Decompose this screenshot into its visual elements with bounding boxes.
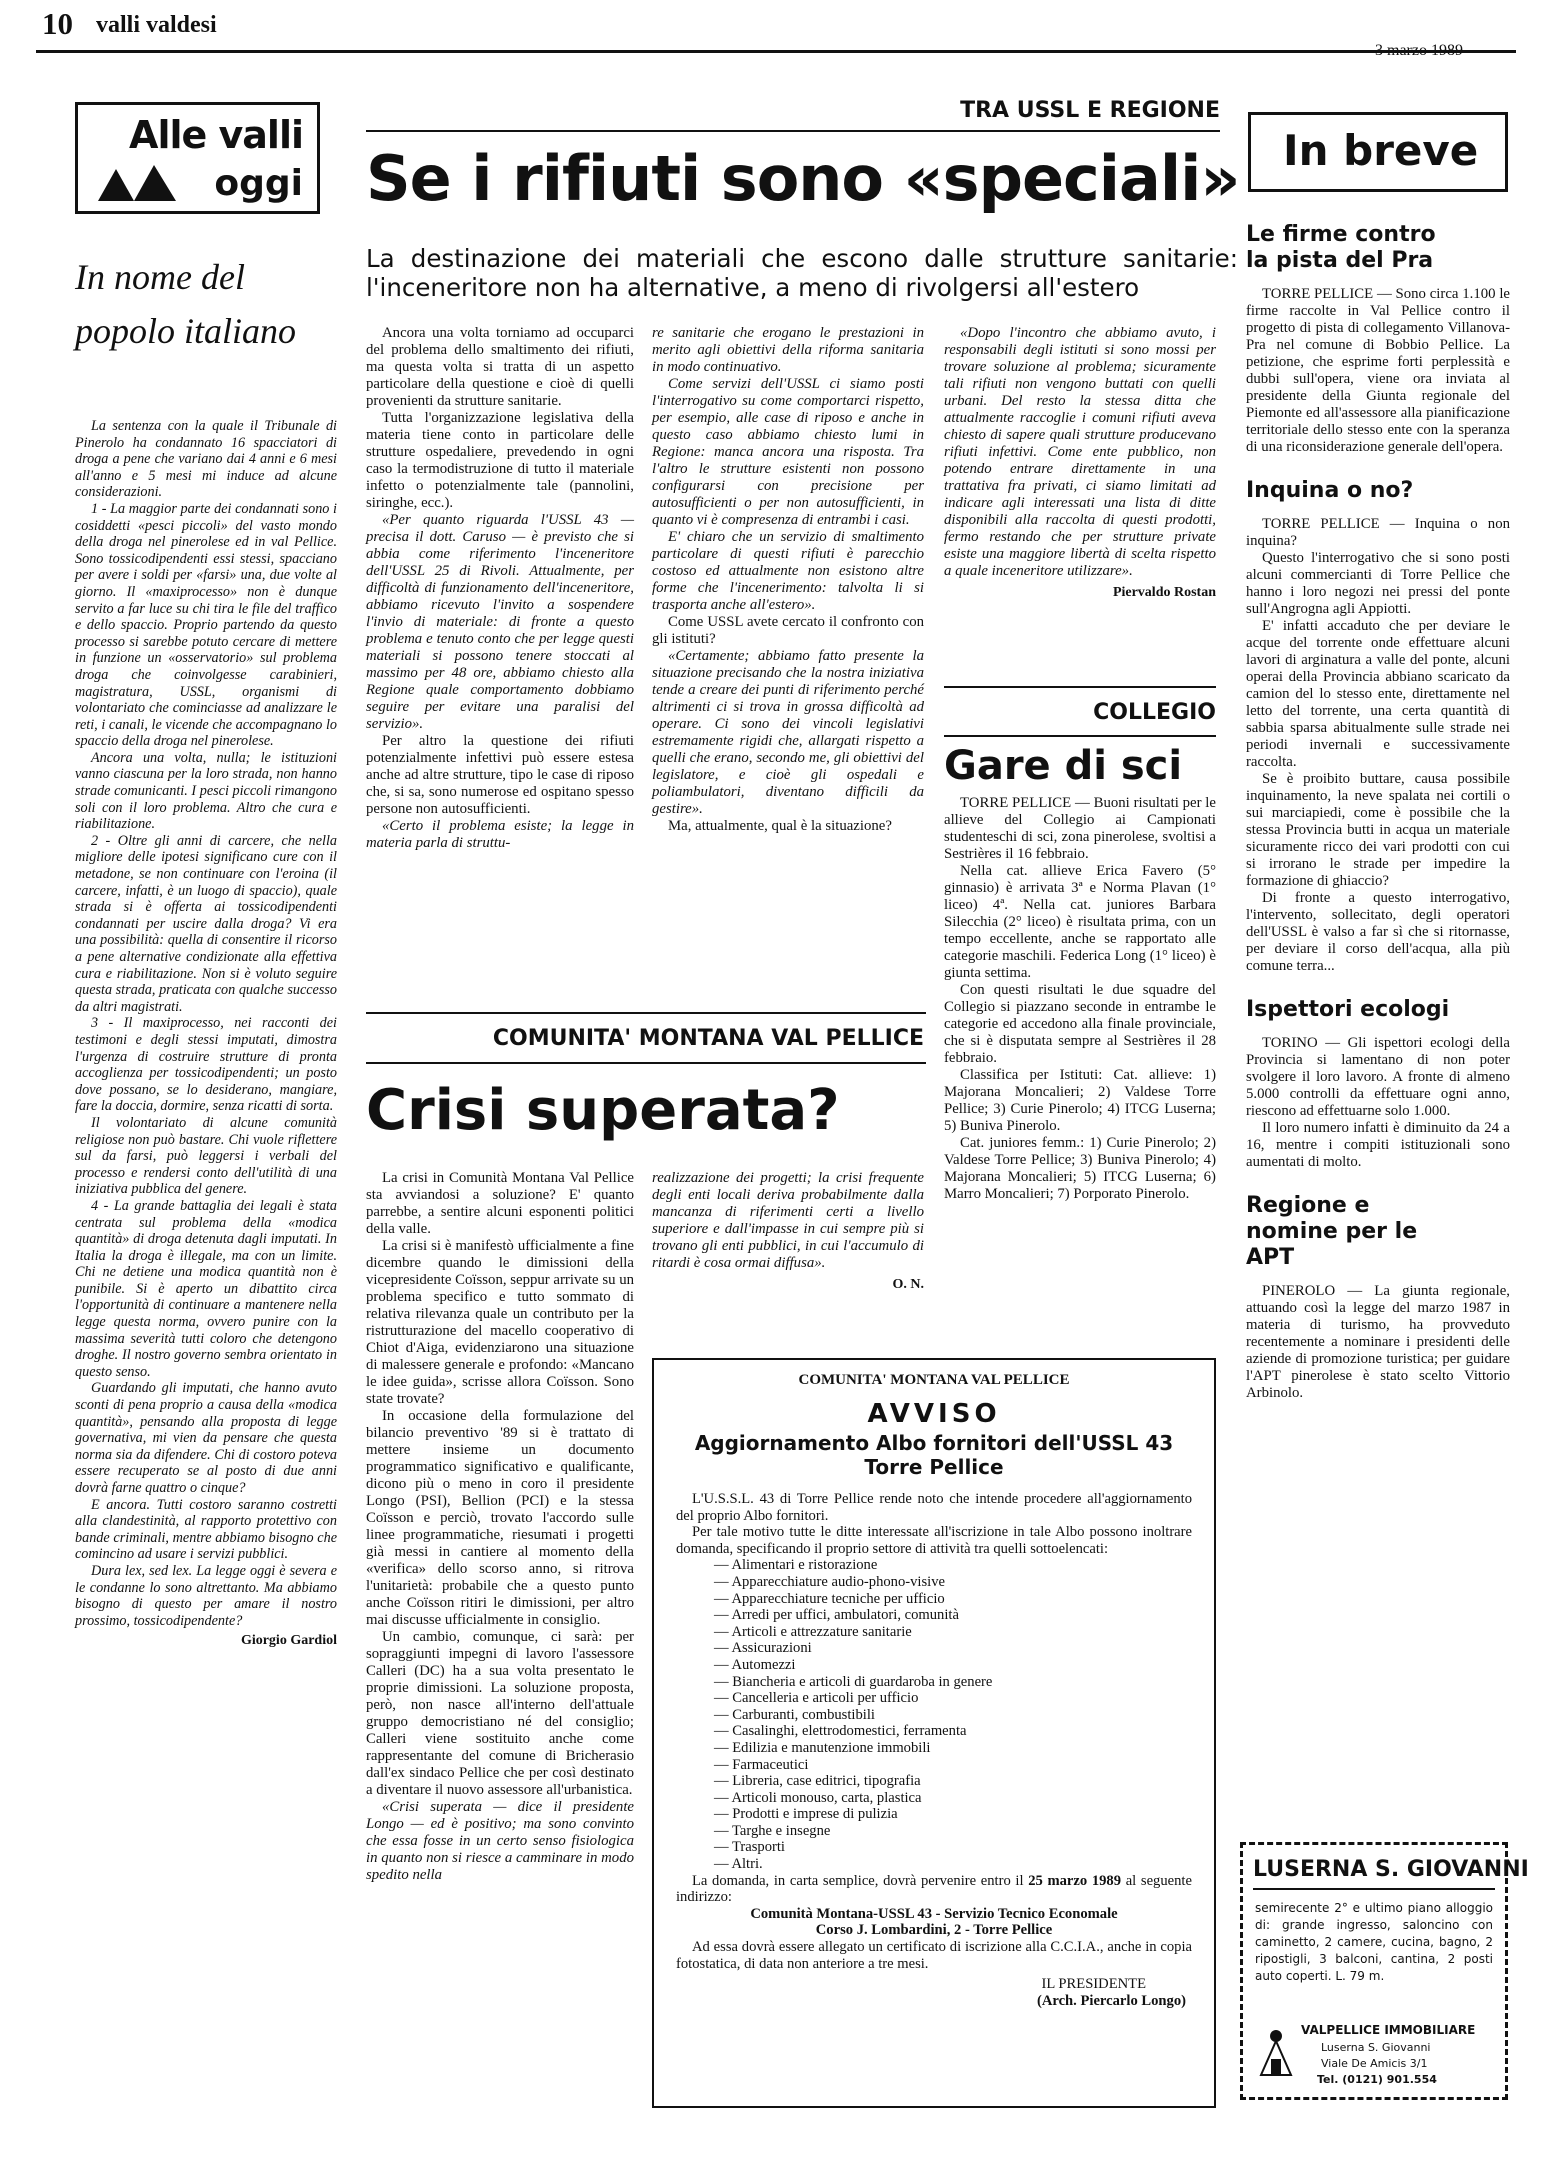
- lead-column-2: [652, 325, 924, 835]
- collegio-paragraph: TORRE PELLICE — Buoni risultati per le allieve del Collegio ai Campionati studenteschi di sci, zona pinerolese, svoltisi a Sestrières il 16 febbraio.: [944, 795, 1216, 862]
- editorial-paragraph: 2 - Oltre gli anni di carcere, che nella migliore delle ipotesi significano cure con il metadone, se non continuare con l'eroina (il carcere, infatti, è un luogo di spaccio), quale strada si è offerta ai tossicodipendenti condannati per uscire dalla droga? Vi era una possibilità: quella di consentire il ricorso a pene alternative condizionate alla effettiva cura e riabilitazione. Non si è voluto seguire questa strada, praticata con qualche successo da altri magistrati.: [75, 832, 337, 1015]
- collegio-paragraph: Cat. juniores femm.: 1) Curie Pinerolo; 2) Valdese Torre Pellice; 3) Buniva Pinerolo; 4) Majorana Moncalieri; 5) ITCG Luserna; 6) Marro Moncalieri; 7) Porporato Pinerolo.: [944, 1135, 1216, 1202]
- avviso-list-item: — Arredi per uffici, ambulatori, comunità: [714, 1607, 959, 1624]
- lead-rule: [366, 130, 1220, 132]
- crisi-paragraph: «Crisi superata — dice il presidente Longo — ed è positivo; ma sono convinto che essa fosse in un certo senso fisiologica in quanto non si riesce a camminare in modo spedito nella: [366, 1799, 634, 1883]
- lead-paragraph: re sanitarie che erogano le prestazioni in merito agli obiettivi della riforma sanitaria in modo continuativo.: [652, 325, 924, 375]
- avviso-signature-title: IL PRESIDENTE: [1041, 1976, 1146, 1993]
- brief-text: [1246, 1283, 1510, 1402]
- lead-paragraph: Come USSL avete cercato il confronto con gli istituti?: [652, 614, 924, 647]
- avviso-list-item: — Assicurazioni: [714, 1640, 812, 1657]
- brief-item: [1246, 222, 1510, 456]
- crisi-kicker: COMUNITA' MONTANA VAL PELLICE: [492, 1026, 924, 1051]
- lead-paragraph: Come servizi dell'USSL ci siamo posti l'interrogativo su come comportarci rispetto, per esempio, alle case di riposo e anche in questo caso abbiamo chiesto lumi in Regione: manca ancora una risposta. Tra l'altro le strutture esistenti non possono configurarsi con precisione per autosufficienti o per non autosufficienti, in quanto vi è compresenza di entrambi i casi.: [652, 376, 924, 528]
- avviso-intro: L'U.S.S.L. 43 di Torre Pellice rende noto che intende procedere all'aggiornamento del proprio Albo fornitori.: [676, 1491, 1192, 1524]
- collegio-body: [944, 795, 1216, 1203]
- brief-paragraph: PINEROLO — La giunta regionale, attuando così la legge del marzo 1987 in materia di turismo, ha provveduto recentemente a nominare i presidenti delle aziende di promozione turistica; per guidare l'APT pinerolese è stato scelto Vittorio Arbinolo.: [1246, 1283, 1510, 1401]
- crisi-paragraph: Un cambio, comunque, ci sarà: per sopraggiunti impegni di lavoro l'assessore Calleri (DC) ha a sua volta presentato le proprie dimissioni. La soluzione proposta, però, non nasce all'interno dell'attuale gruppo democristiano né del consiglio; Calleri viene sostituito anche come rappresentante del comune di Bricherasio dall'ex sindaco Pellice che per così destinato a diventare il nuovo assessore all'urbanistica.: [366, 1629, 634, 1798]
- editorial-paragraph: 4 - La grande battaglia dei legali è stata centrata sul problema della «modica quantità» di droga detenuta dagli imputati. In Italia la droga è illegale, ma con un limite. Chi ne detiene una modica quantità non è punibile. Si è aperto un dibattito circa l'opportunità di continuare a mantenere nella legge questa norma, ovvero punire con la massima severità tutti coloro che detengono droghe. Il nostro governo sembra orientato in questo senso.: [75, 1197, 337, 1380]
- brief-paragraph: E' infatti accaduto che per deviare le acque del torrente onde effettuare alcuni lavori di arginatura a valle del ponte, alcuni operai della Provincia abbiano scaricato da camion del lo stesso ente, direttamente nel letto del torrente, una certa quantità di sabbia sparsa abitualmente sulle strade nei periodi invernali e successivamente raccolta.: [1246, 618, 1510, 770]
- avviso-body: [676, 1491, 1192, 2009]
- crisi-paragraph: La crisi si è manifestò ufficialmente a fine dicembre quando le dimissioni della vicepresidente Coïsson, seppur arrivate su un problema specifico e tutto sommato di relativa rilevanza quale un contributo per la ristrutturazione del macello cooperativo di Chiot d'Aiga, evidenziarono una situazione di malessere generale e profondo: «Mancano le idee guida», scrisse allora Coïsson. Sono state trovate?: [366, 1238, 634, 1407]
- ad-address-2: Viale De Amicis 3/1: [1321, 2057, 1428, 2070]
- editorial-author: Giorgio Gardiol: [240, 1633, 337, 1649]
- editorial-paragraph: 1 - La maggior parte dei condannati sono i cosiddetti «pesci piccoli» del vasto mondo della droga nel pinerolese ed in val Pellice. Sono tossicodipendenti essi stessi, spacciano per avere i soldi per «farsi» una, due volte al giorno. Il «maxiprocesso» non è dunque servito a far luce su chi tira le file del traffico e dello spaccio. Proprio partendo da questo processo si sarebbe potuto cercare di mettere in funzione un «osservatorio» sul problema droga che coinvolgesse carabinieri, magistratura, USSL, organismi di volontariato che cominciasse ad analizzare le reti, i canali, le vicende che accompagnano lo spaccio della droga nel pinerolese.: [75, 500, 337, 750]
- ad-title: LUSERNA S. GIOVANNI: [1253, 1857, 1495, 1890]
- avviso-list-item: — Casalinghi, elettrodomestici, ferramenta: [714, 1723, 967, 1740]
- brief-paragraph: Di fronte a questo interrogativo, l'intervento, sollecitato, degli operatori dell'USSL è valso a far sì che si ritornasse, per deviare il corso dell'acqua, alla più comune terra...: [1246, 890, 1510, 974]
- avviso-list-item: — Farmaceutici: [714, 1756, 809, 1773]
- brief-item: [1246, 478, 1510, 975]
- agency-logo-icon: [1259, 2027, 1293, 2077]
- publication-name: valli valdesi: [96, 12, 217, 38]
- avviso-list-item: — Apparecchiature tecniche per ufficio: [714, 1590, 945, 1607]
- real-estate-ad: [1240, 1842, 1529, 2100]
- brief-title: Le firme contro la pista del Pra: [1246, 222, 1436, 273]
- lead-paragraph: «Certo il problema esiste; la legge in materia parla di struttu-: [366, 818, 634, 851]
- brief-paragraph: Se è proibito buttare, causa possibile inquinamento, la neve spalata nei cortili o sui marciapiedi, come è possibile che la stessa Provincia butti in acqua un materiale sicuramente ricco dei vari prodotti con cui si irrorano le strade per impedire la formazione di ghiaccio?: [1246, 771, 1510, 889]
- avviso-closing-note: Ad essa dovrà essere allegato un certificato di iscrizione alla C.C.I.A., anche in copia fotostatica, di data non anteriore a tre mesi.: [676, 1939, 1192, 1972]
- collegio-paragraph: Con questi risultati le due squadre del Collegio si piazzano seconde in entrambe le categorie ed accedono alla finale provinciale, che si è disputata sempre al Sestrières il 28 febbraio.: [944, 982, 1216, 1066]
- lead-author: Piervaldo Rostan: [1112, 585, 1216, 600]
- avviso-list-item: — Cancelleria e articoli per ufficio: [714, 1690, 919, 1707]
- crisi-column-1: [366, 1170, 634, 1884]
- brief-text: [1246, 516, 1510, 975]
- lead-kicker: TRA USSL E REGIONE: [960, 98, 1220, 123]
- collegio-headline: Gare di sci: [944, 743, 1183, 789]
- brief-text: [1246, 1035, 1510, 1171]
- masthead-rule: [36, 50, 1516, 53]
- collegio-paragraph: Nella cat. allieve Erica Favero (5° ginnasio) è arrivata 3ª e Norma Plavan (1° liceo) 4ª. Nella cat. juniores Barbara Silecchia (2° liceo) è risultata prima, con un tempo eccellente, anche se rapportato alle categorie maschili. Federica Long (1° liceo) è giunta settima.: [944, 863, 1216, 981]
- ad-body: semirecente 2° e ultimo piano alloggio di: grande ingresso, saloncino con caminetto, 2 camere, cucina, bagno, 2 ripostigli, 3 balconi, cantina, 2 posti auto coperti. L. 79 m.: [1255, 1901, 1493, 1983]
- brief-title: Ispettori ecologi: [1246, 997, 1450, 1022]
- lead-paragraph: Per altro la questione dei rifiuti potenzialmente infettivi può essere estesa anche ad altre strutture, tipo le case di riposo che, si sa, sono numerose ed ospitano spesso persone non autosufficienti.: [366, 733, 634, 817]
- ad-agency: VALPELLICE IMMOBILIARE: [1301, 2023, 1476, 2037]
- section-logo: [75, 102, 320, 214]
- brief-paragraph: TORRE PELLICE — Sono circa 1.100 le firme raccolte in Val Pellice contro il progetto di pista di collegamento Villanova-Pra nel comune di Bobbio Pellice. La petizione, che esprime forti perplessità e dubbi sull'opera, viene ora inviata al presidente della Giunta regionale del Piemonte ed all'assessore alla pianificazione territoriale dello stesso ente con la speranza di una riconsiderazione generale dell'opera.: [1246, 286, 1510, 455]
- avviso-deadline: 25 marzo 1989: [1028, 1872, 1122, 1889]
- editorial-paragraph: Guardando gli imputati, che hanno avuto sconti di pena proprio a causa della «modica quantità», pensando alla proposta di legge governativa, mi vien da pensare che questa norma sia da difendere. Chi di costoro poteva essere recuperato se al posto di due anni dovrà farne quattro o cinque?: [75, 1380, 337, 1496]
- lead-subhead: La destinazione dei materiali che escono dalle strutture sanitarie: l'inceneritore non ha alternative, a meno di rivolgersi all'estero: [366, 244, 1238, 302]
- avviso-list-item: — Prodotti e imprese di pulizia: [714, 1806, 898, 1823]
- avviso-list-item: — Edilizia e manutenzione immobili: [714, 1739, 931, 1756]
- crisi-column-2: [652, 1170, 924, 1293]
- ad-phone: Tel. (0121) 901.554: [1317, 2073, 1437, 2086]
- editorial-paragraph: 3 - Il maxiprocesso, nei racconti dei testimoni e degli stessi imputati, dimostra l'urgenza di costruire strutture di pronta accoglienza per tossicodipendenti; un posto dove possano, se lo desiderano, mangiare, fare la doccia, dormire, senza ricatti di sorta.: [75, 1015, 337, 1115]
- avviso-list-item: — Alimentari e ristorazione: [714, 1557, 878, 1574]
- avviso-intro: Per tale motivo tutte le ditte interessate all'iscrizione in tale Albo possono inoltrare domanda, specificando il proprio settore di attività tra quelli sottoelencati:: [676, 1524, 1192, 1557]
- crisi-author: O. N.: [892, 1277, 924, 1292]
- logo-line2: oggi: [214, 163, 303, 204]
- brief-paragraph: TORINO — Gli ispettori ecologi della Provincia si lamentano di non poter svolgere il loro lavoro. A fronte di almeno 5.000 controlli da effettuare ogni anno, riescono ad effettuarne solo 1.000.: [1246, 1035, 1510, 1119]
- editorial-paragraph: Ancora una volta, nulla; le istituzioni vanno ciascuna per la loro strada, non hanno strade comunicanti. I pesci piccoli rimangono soli con il loro problema. Altro che cura e riabilitazione.: [75, 749, 337, 833]
- lead-paragraph: E' chiaro che un servizio di smaltimento particolare di questi rifiuti è parecchio costoso ed attualmente non esistono altre forme che l'incenerimento: talvolta li si trasporta anche all'estero».: [652, 529, 924, 613]
- avviso-list-item: — Biancheria e articoli di guardaroba in genere: [714, 1673, 993, 1690]
- avviso-subtitle: Aggiornamento Albo fornitori dell'USSL 43: [694, 1431, 1174, 1455]
- avviso-address-line: Comunità Montana-USSL 43 - Servizio Tecnico Economale: [750, 1905, 1118, 1922]
- crisi-rule: [366, 1062, 926, 1064]
- logo-line1: Alle valli: [129, 113, 303, 157]
- brief-text: [1246, 286, 1510, 456]
- avviso-list-item: — Automezzi: [714, 1656, 796, 1673]
- ad-address-1: Luserna S. Giovanni: [1321, 2041, 1431, 2054]
- avviso-list-item: — Apparecchiature audio-phono-visive: [714, 1573, 945, 1590]
- crisi-paragraph: In occasione della formulazione del bilancio preventivo '89 si è trattato di mettere insieme un documento programmatico significativo e qualificante, dicono più o meno in coro il presidente Longo (PSI), Bellion (PCI) e la stessa Coïsson e perciò, trovato l'accordo sulle linee programmatiche, riesumati i progetti già messi in cantiere al momento della «verifica» dello scorso anno, si ritrova l'unitarietà: probabile che a questo punto anche Coïsson ritiri le dimissioni, per altro mai discusse ufficialmente in consiglio.: [366, 1408, 634, 1628]
- crisi-paragraph: realizzazione dei progetti; la crisi frequente degli enti locali deriva probabilmente dalla mancanza di riferimenti certi a livello superiore e dall'impasse in cui sempre più si trovano gli enti pubblici, in cui l'accumulo di ritardi è cosa ormai diffusa».: [652, 1170, 924, 1271]
- avviso-list-item: — Articoli monouso, carta, plastica: [714, 1789, 922, 1806]
- collegio-paragraph: Classifica per Istituti: Cat. allieve: 1) Majorana Moncalieri; 2) Valdese Torre Pellice; 3) Curie Pinerolo; 4) ITCG Luserna; 5) Buniva Pinerolo.: [944, 1067, 1216, 1134]
- avviso-list-item: — Libreria, case editrici, tipografia: [714, 1773, 921, 1790]
- lead-column-1: [366, 325, 634, 852]
- lead-paragraph: Ancora una volta torniamo ad occuparci del problema dello smaltimento dei rifiuti, ma questa volta si tratta di un aspetto particolare della questione e cioè di quelli provenienti da strutture sanitarie.: [366, 325, 634, 409]
- brief-paragraph: Il loro numero infatti è diminuito da 24 a 16, mentre i compiti istituzionali sono aumentati di molto.: [1246, 1120, 1510, 1170]
- lead-column-3: [944, 325, 1216, 601]
- avviso-list-item: — Altri.: [714, 1856, 763, 1873]
- avviso-list-item: — Carburanti, combustibili: [714, 1706, 875, 1723]
- lead-paragraph: «Certamente; abbiamo fatto presente la situazione precisando che la nostra iniziativa tende a creare dei punti di riferimento perché altrimenti ci si trova in grossa difficoltà ad operare. Ci sono dei vincoli legislativi estremamente rigidi che, allargati rispetto a quelli che erano, secondo me, gli obiettivi del legislatore, e cioè gli ospedali e poliambulatori, diventano difficili da gestire».: [652, 648, 924, 817]
- in-breve-header: [1248, 112, 1508, 192]
- collegio-top-rule: [944, 686, 1216, 688]
- avviso-list: [692, 1557, 1192, 1872]
- brief-paragraph: Questo l'interrogativo che si sono posti alcuni commercianti di Torre Pellice che hanno i loro negozi nei pressi del ponte sull'Angrogna agli Appiotti.: [1246, 550, 1510, 617]
- avviso-title: AVVISO: [867, 1399, 1001, 1429]
- brief-title: Regione e nomine per le APT: [1246, 1193, 1418, 1270]
- lead-paragraph: Ma, attualmente, qual è la situazione?: [668, 818, 892, 834]
- brief-paragraph: TORRE PELLICE — Inquina o non inquina?: [1246, 516, 1510, 549]
- avviso-signature-name: (Arch. Piercarlo Longo): [1036, 1992, 1186, 2009]
- in-breve-items: [1246, 222, 1510, 1402]
- avviso-address-line: Corso J. Lombardini, 2 - Torre Pellice: [815, 1922, 1053, 1939]
- avviso-subtitle-place: Torre Pellice: [864, 1455, 1004, 1479]
- brief-title: Inquina o no?: [1246, 478, 1414, 503]
- mountains-icon: [98, 163, 178, 203]
- avviso-list-item: — Trasporti: [714, 1839, 785, 1856]
- in-breve-title: In breve: [1283, 126, 1479, 175]
- avviso-closing: La domanda, in carta semplice, dovrà pervenire entro il 25 marzo 1989 al seguente indirizzo:: [676, 1872, 1192, 1906]
- avviso-address: [676, 1906, 1192, 1939]
- collegio-rule: [944, 735, 1216, 737]
- editorial-title: In nome del popolo italiano: [75, 257, 297, 351]
- editorial-paragraph: Dura lex, sed lex. La legge oggi è severa e le condanne lo sono altrettanto. Ma abbiamo bisogno di questo per amare il nostro prossimo, tossicodipendente?: [75, 1562, 337, 1629]
- page-number: 10: [42, 6, 73, 41]
- crisi-paragraph: La crisi in Comunità Montana Val Pellice sta avviandosi a soluzione? E' quanto parrebbe, a sentire alcuni esponenti politici della valle.: [366, 1170, 634, 1237]
- editorial-paragraph: Il volontariato di alcune comunità religiose non può bastare. Chi vuole riflettere sul da farsi, può leggersi i verbali del processo e rendersi conto dell'utilità di una iniziativa pubblica del genere.: [75, 1114, 337, 1198]
- editorial-body: [75, 418, 337, 1650]
- avviso-list-item: — Articoli e attrezzature sanitarie: [714, 1623, 912, 1640]
- crisi-top-rule: [366, 1012, 926, 1014]
- editorial-paragraph: La sentenza con la quale il Tribunale di Pinerolo ha condannato 16 spacciatori di droga a pene che variano dai 4 anni e 6 mesi all'anno e 5 mesi mi induce ad alcune considerazioni.: [75, 418, 337, 501]
- lead-paragraph: Tutta l'organizzazione legislativa della materia tiene conto in particolare delle strutture ospedaliere, prevedendo in ogni caso la termodistruzione di tutto il materiale infetto o potenzialmente tale (pannolini, siringhe, ecc.).: [366, 410, 634, 511]
- crisi-headline: Crisi superata?: [366, 1078, 840, 1143]
- lead-paragraph: «Per quanto riguarda l'USSL 43 — precisa il dott. Caruso — è previsto che si abbia come riferimento l'inceneritore dell'USSL 25 di Rivoli. Attualmente, per difficoltà di funzionamento dell'inceneritore, abbiamo ricevuto l'invito a sospendere l'invio di materiale: di fronte a questo problema e tenuto conto che per legge questi materiali si possono tenere stoccati al massimo per 48 ore, abbiamo chiesto alla Regione quale comportamento dobbiamo seguire per evitare una paralisi del servizio».: [366, 512, 634, 732]
- collegio-kicker: COLLEGIO: [1093, 700, 1216, 725]
- avviso-box: [652, 1358, 1216, 2108]
- avviso-kicker: COMUNITA' MONTANA VAL PELLICE: [798, 1372, 1070, 1388]
- brief-item: [1246, 997, 1510, 1171]
- brief-item: [1246, 1193, 1510, 1402]
- avviso-signature: [676, 1976, 1192, 2009]
- lead-paragraph: «Dopo l'incontro che abbiamo avuto, i responsabili degli istituti si sono mossi per trovare soluzione al problema; sicuramente tali rifiuti non vengono buttati con quelli urbani. Del resto la stessa ditta che attualmente raccoglie i comuni rifiuti aveva chiesto di sapere quali strutture producevano rifiuti infettivi. Come ente pubblico, non potendo entrare direttamente in una trattativa fra privati, ci siamo limitati ad indicare agli interessati una lista di ditte disponibili alla raccolta di questi prodotti, fermo restando che per strutture private esiste una maggiore libertà di scelta rispetto a quale inceneritore utilizzare».: [944, 325, 1216, 579]
- avviso-list-item: — Targhe e insegne: [714, 1822, 831, 1839]
- editorial-paragraph: E ancora. Tutti costoro saranno costretti alla clandestinità, al rapporto protettivo con bande criminali, mentre abbiamo bisogno che comincino ad usare i servizi pubblici.: [75, 1496, 337, 1563]
- lead-headline: Se i rifiuti sono «speciali»: [366, 142, 1240, 215]
